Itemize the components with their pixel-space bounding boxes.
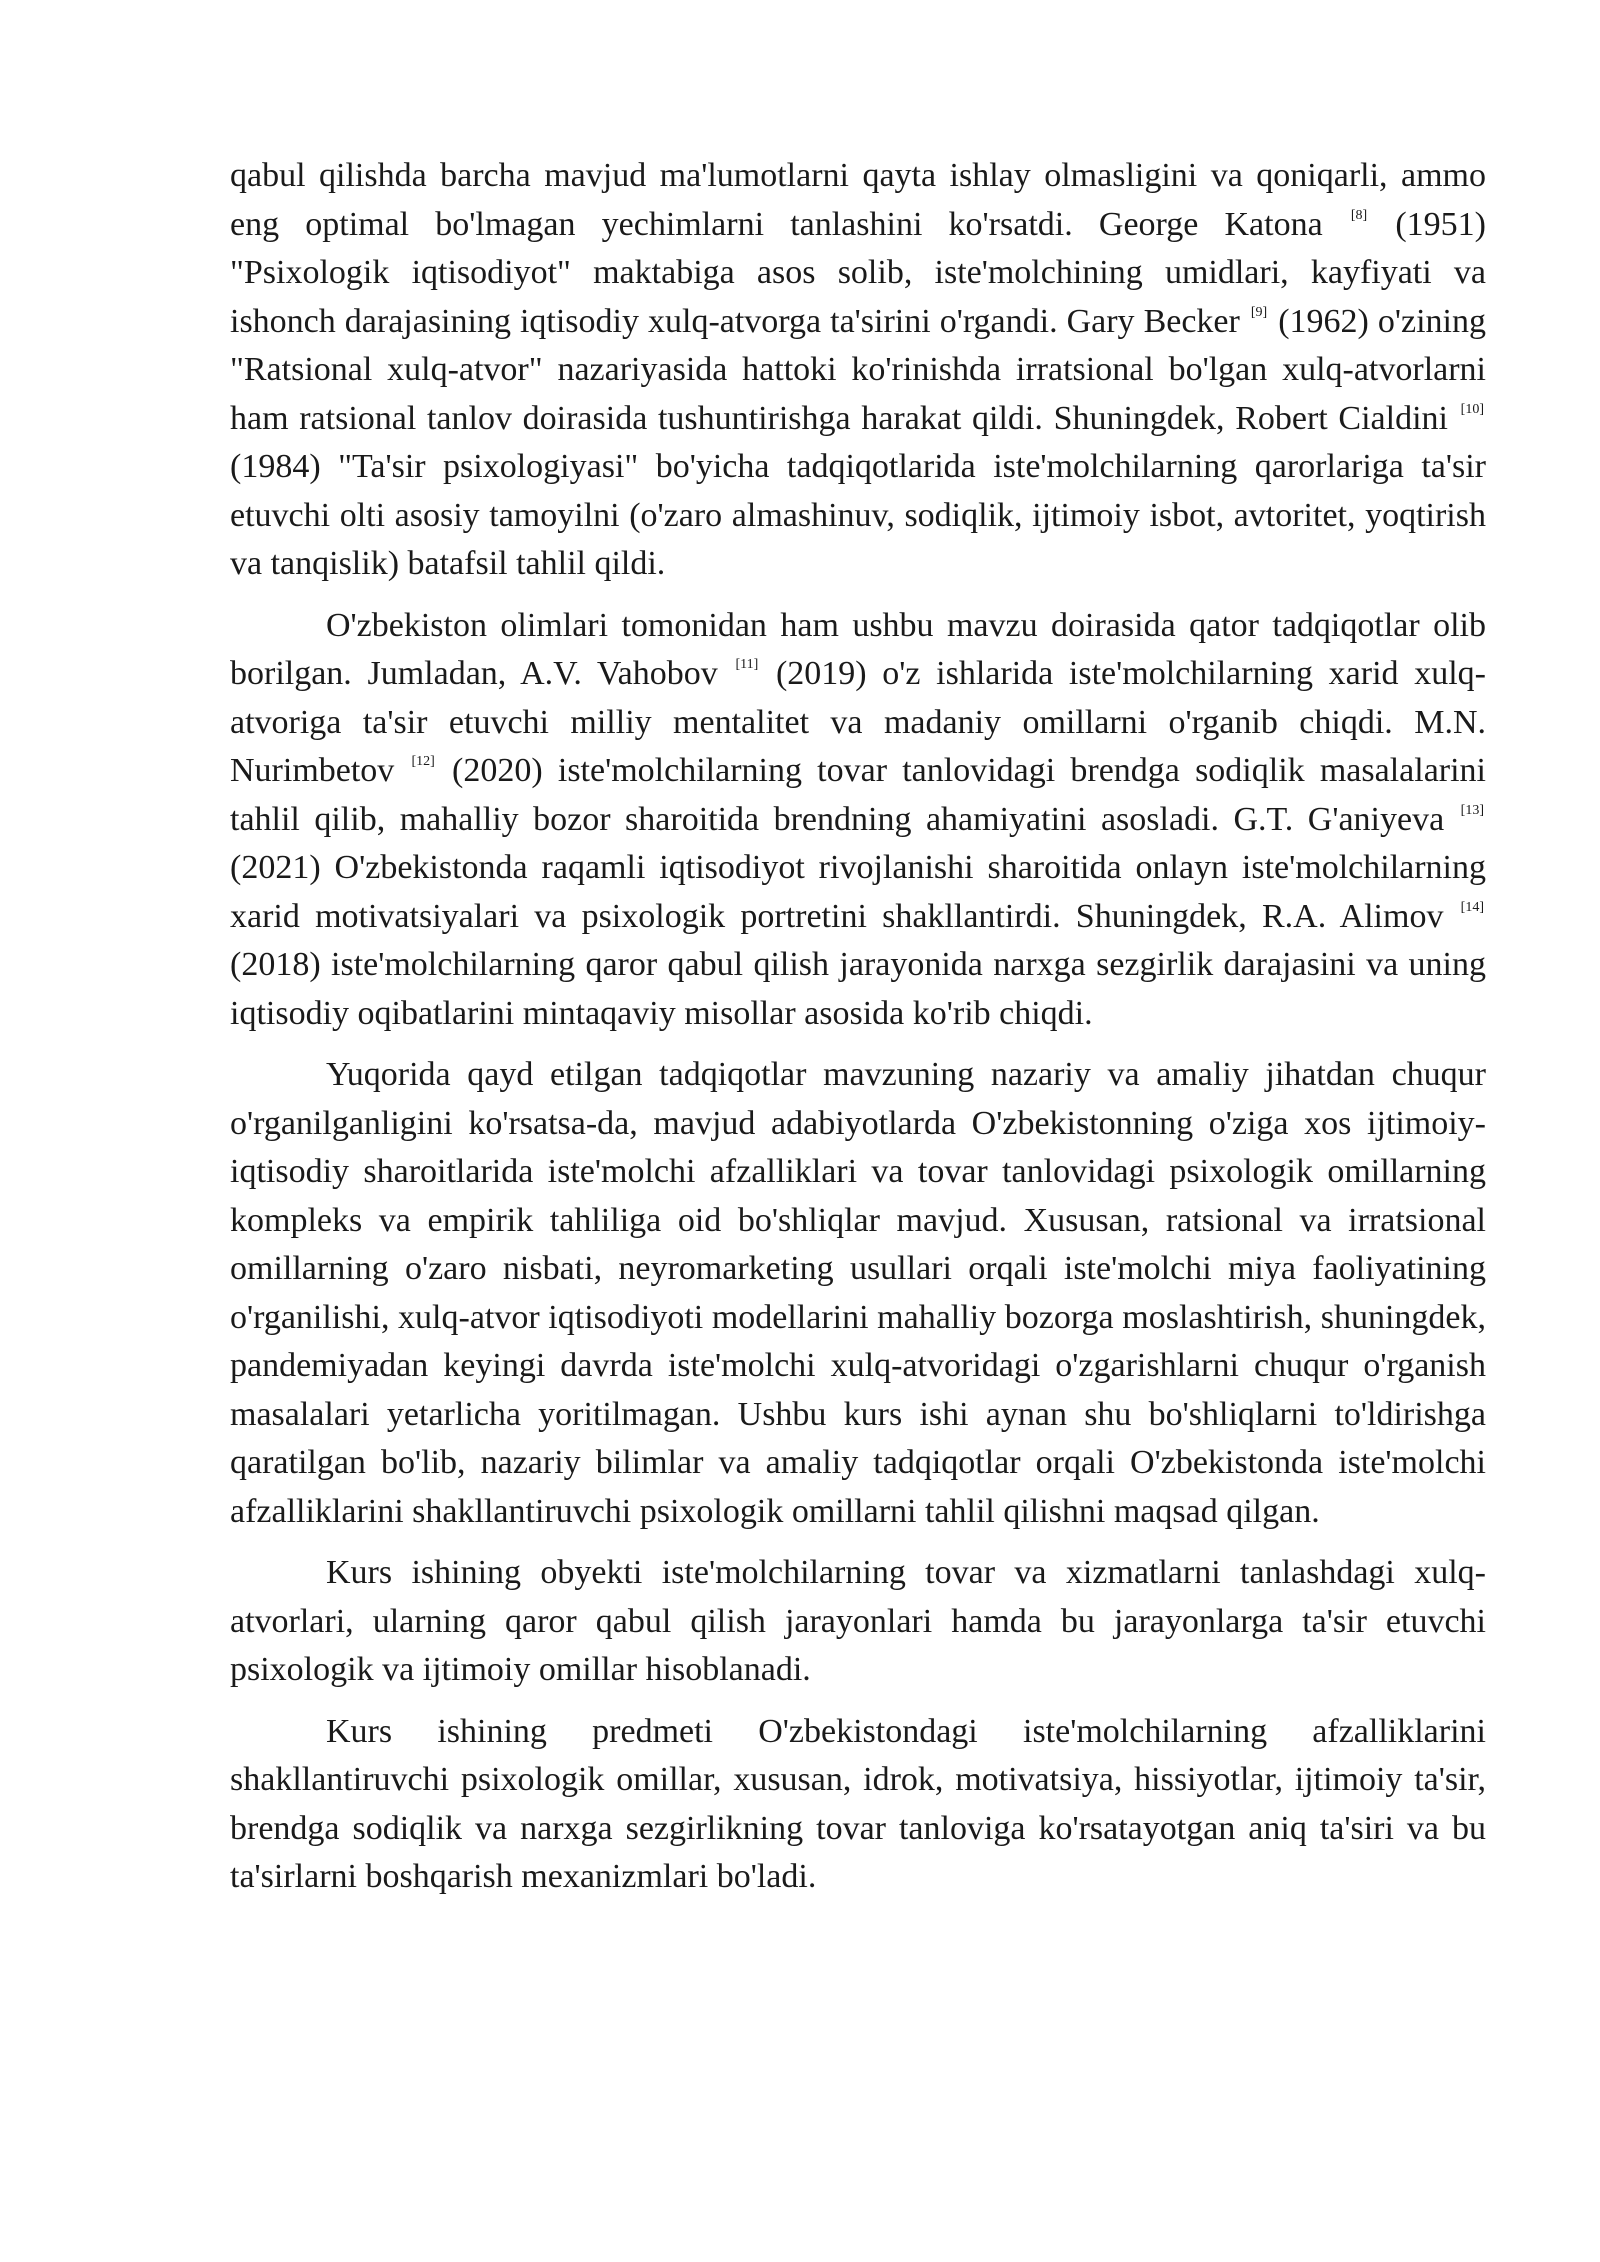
citation-ref: [13] xyxy=(1460,802,1484,818)
paragraph-text: Kurs ishining obyekti iste'molchilarning tovar va xizmatlarni tanlashdagi xulq-atvorlari, ularning qaror qabul qilish jarayonlari hamda bu jarayonlarga ta'sir etuvchi psixologik va ijtimoiy omillar hisoblanadi. xyxy=(230,1554,1486,1688)
document-page xyxy=(230,152,1486,1915)
citation-ref: [12] xyxy=(411,754,435,769)
paragraph-text: (2019) o'z ishlarida iste'molchilarning xarid xulq-atvoriga ta'sir etuvchi milliy mentalitet va madaniy omillarni o'rganib chiqdi. M.N. Nurimbetov xyxy=(230,655,1486,789)
paragraph-text: Yuqorida qayd etilgan tadqiqotlar mavzuning nazariy va amaliy jihatdan chuqur o'rganilganligini ko'rsatsa-da, mavjud adabiyotlarda O'zbekistonning o'ziga xos ijtimoiy-iqtisodiy sharoitlarida iste'molchi afzalliklari va tovar tanlovidagi psixologik omillarning kompleks va empirik tahliliga oid bo'shliqlar mavjud. Xususan, ratsional va irratsional omillarning o'zaro nisbati, neyromarketing usullari orqali iste'molchi miya faoliyatining o'rganilishi, xulq-atvor iqtisodiyoti modellarini mahalliy bozorga moslashtirish, shuningdek, pandemiyadan keyingi davrda iste'molchi xulq-atvoridagi o'zgarishlarni chuqur o'rganish masalalari yetarlicha yoritilmagan. Ushbu kurs ishi aynan shu bo'shliqlarni to'ldirishga qaratilgan bo'lib, nazariy bilimlar va amaliy tadqiqotlar orqali O'zbekistonda iste'molchi afzalliklarini shakllantiruvchi psixologik omillarni tahlil qilishni maqsad qilgan. xyxy=(230,1056,1486,1530)
paragraph-text: (2018) iste'molchilarning qaror qabul qilish jarayonida narxga sezgirlik darajasini va uning iqtisodiy oqibatlarini mintaqaviy misollar asosida ko'rib chiqdi. xyxy=(230,946,1486,1032)
paragraph-2 xyxy=(230,602,1486,1039)
paragraph-text: Kurs ishining predmeti O'zbekistondagi iste'molchilarning afzalliklarini shakllantiruvchi psixologik omillar, xususan, idrok, motivatsiya, hissiyotlar, ijtimoiy ta'sir, brendga sodiqlik va narxga sezgirlikning tovar tanloviga ko'rsatayotgan aniq ta'siri va bu ta'sirlarni boshqarish mexanizmlari bo'ladi. xyxy=(230,1712,1486,1895)
paragraph-text: (2020) iste'molchilarning tovar tanlovidagi brendga sodiqlik masalalarini tahlil qilib, mahalliy bozor sharoitida brendning ahamiyatini asosladi. G.T. G'aniyeva xyxy=(230,752,1486,838)
paragraph-1 xyxy=(230,152,1486,589)
paragraph-text: (1984) "Ta'sir psixologiyasi" bo'yicha tadqiqotlarida iste'molchilarning qarorlariga ta'sir etuvchi olti asosiy tamoyilni (o'zaro almashinuv, sodiqlik, ijtimoiy isbot, avtoritet, yoqtirish va tanqislik) batafsil tahlil qildi. xyxy=(230,448,1486,582)
paragraph-5 xyxy=(230,1708,1486,1902)
citation-ref: [9] xyxy=(1250,304,1268,320)
citation-ref: [14] xyxy=(1460,899,1484,915)
paragraph-text: O'zbekiston olimlari tomonidan ham ushbu mavzu doirasida qator tadqiqotlar olib borilgan. Jumladan, A.V. Vahobov xyxy=(230,606,1486,692)
paragraph-text: (2021) O'zbekistonda raqamli iqtisodiyot rivojlanishi sharoitida onlayn iste'molchilarning xarid motivatsiyalari va psixologik portretini shakllantirdi. Shuningdek, R.A. Alimov xyxy=(230,849,1486,935)
citation-ref: [11] xyxy=(735,657,759,672)
paragraph-text: (1962) o'zining "Ratsional xulq-atvor" nazariyasida hattoki ko'rinishda irratsional bo'lgan xulq-atvorlarni ham ratsional tanlov doirasida tushuntirishga harakat qildi. Shuningdek, Robert Cialdini xyxy=(230,302,1486,437)
paragraph-4 xyxy=(230,1549,1486,1695)
paragraph-text: qabul qilishda barcha mavjud ma'lumotlarni qayta ishlay olmasligini va qoniqarli, ammo eng optimal bo'lmagan yechimlarni tanlashini ko'rsatdi. George Katona xyxy=(230,157,1486,243)
citation-ref: [8] xyxy=(1350,207,1368,223)
paragraph-text: (1951) "Psixologik iqtisodiyot" maktabiga asos solib, iste'molchining umidlari, kayfiyati va ishonch darajasining iqtisodiy xulq-atvorga ta'sirini o'rgandi. Gary Becker xyxy=(230,205,1486,340)
paragraph-3 xyxy=(230,1051,1486,1536)
citation-ref: [10] xyxy=(1460,401,1484,417)
